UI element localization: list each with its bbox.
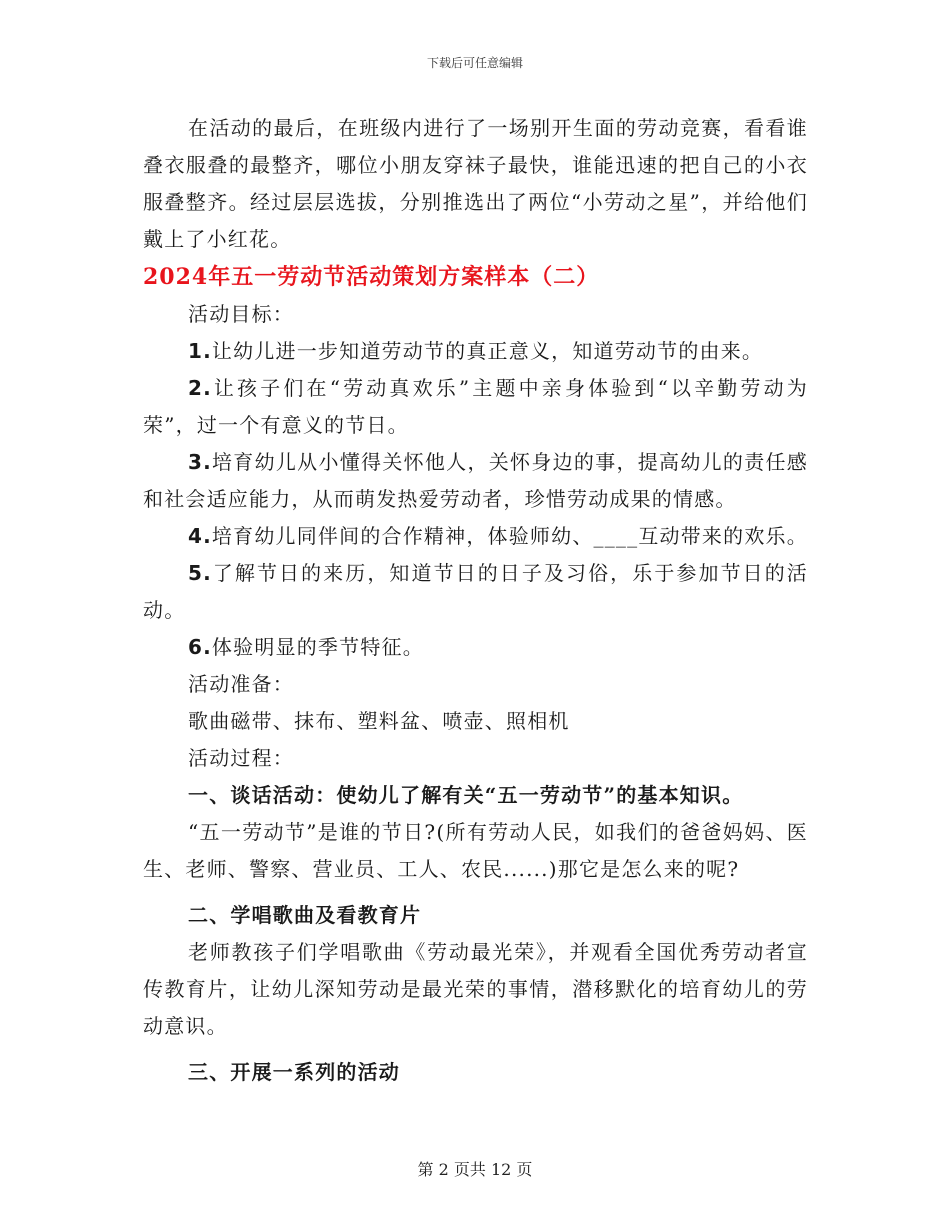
goal-text: 让幼儿进一步知道劳动节的真正意义，知道劳动节的由来。: [211, 339, 764, 363]
document-title: 2024年五一劳动节活动策划方案样本（二）: [143, 264, 600, 290]
section-text-1: “五一劳动节”是谁的节日?(所有劳动人民，如我们的爸爸妈妈、医生、老师、警察、营业员、工人、农民......)那它是怎么来的呢?: [143, 820, 808, 881]
goal-item: [143, 629, 808, 666]
goal-item: [143, 333, 808, 370]
goal-number: 2.: [188, 376, 212, 400]
goal-text: 了解节日的来历，知道节日的日子及习俗，乐于参加节日的活动。: [143, 561, 808, 622]
goal-item: [143, 370, 808, 444]
goal-number: 4.: [188, 524, 212, 548]
goal-text: 培育幼儿同伴间的合作精神，体验师幼、____互动带来的欢乐。: [211, 524, 808, 548]
goal-text: 培育幼儿从小懂得关怀他人，关怀身边的事，提高幼儿的责任感和社会适应能力，从而萌发热爱劳动者，珍惜劳动成果的情感。: [143, 450, 808, 511]
page-header: 下载后可任意编辑: [426, 56, 523, 70]
goal-item: [143, 555, 808, 629]
section-heading-1: 一、谈话活动：使幼儿了解有关“五一劳动节”的基本知识。: [188, 783, 744, 807]
section-heading-2: 二、学唱歌曲及看教育片: [188, 903, 422, 927]
goal-number: 6.: [188, 635, 212, 659]
document-body: [143, 110, 808, 1091]
process-heading: 活动过程：: [188, 746, 294, 770]
goal-text: 体验明显的季节特征。: [211, 635, 424, 659]
goal-number: 5.: [188, 561, 212, 585]
section-heading-3: 三、开展一系列的活动: [188, 1060, 400, 1084]
prep-heading: 活动准备：: [188, 672, 294, 696]
goal-item: [143, 444, 808, 518]
goal-number: 3.: [188, 450, 212, 474]
prep-items: 歌曲磁带、抹布、塑料盆、喷壶、照相机: [188, 709, 570, 733]
intro-paragraph: 在活动的最后，在班级内进行了一场别开生面的劳动竞赛，看看谁叠衣服叠的最整齐，哪位小朋友穿袜子最快，谁能迅速的把自己的小衣服叠整齐。经过层层选拔，分别推选出了两位“小劳动之星”，并给他们戴上了小红花。: [143, 116, 808, 251]
section-text-2: 老师教孩子们学唱歌曲《劳动最光荣》，并观看全国优秀劳动者宣传教育片，让幼儿深知劳动是最光荣的事情，潜移默化的培育幼儿的劳动意识。: [143, 940, 808, 1038]
goal-item: [143, 518, 808, 555]
page-footer: 第 2 页共 12 页: [417, 1160, 533, 1179]
goal-text: 让孩子们在“劳动真欢乐”主题中亲身体验到“以辛勤劳动为荣”，过一个有意义的节日。: [143, 376, 808, 437]
goals-heading: 活动目标：: [188, 302, 294, 326]
goal-number: 1.: [188, 339, 212, 363]
